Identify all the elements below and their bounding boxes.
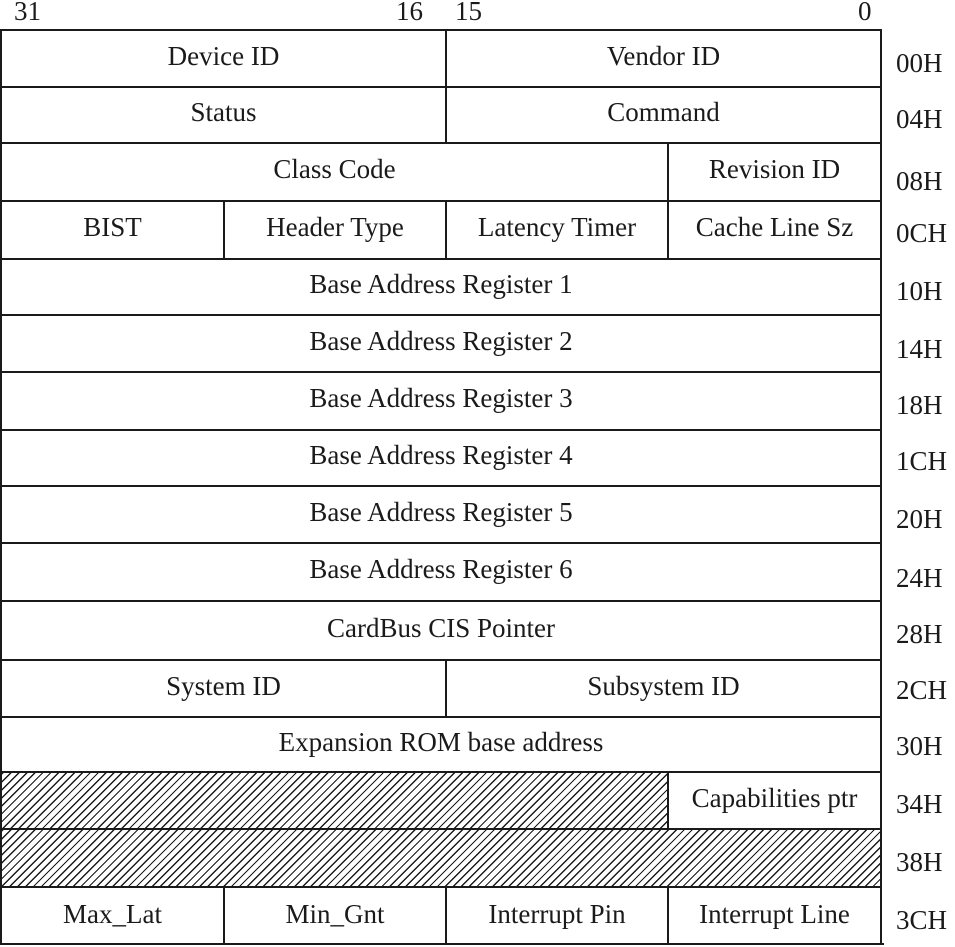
register-field-label: Max_Lat: [63, 898, 162, 929]
register-offset-label: 0CH: [896, 218, 948, 248]
register-row: [0, 142, 882, 200]
register-field: [447, 88, 880, 142]
register-row: [0, 600, 882, 659]
register-field: [2, 144, 669, 200]
register-row: [0, 771, 882, 828]
register-offset-label: 14H: [896, 334, 943, 364]
register-row: [0, 542, 882, 600]
register-field-label: Status: [190, 97, 257, 127]
register-field: [2, 544, 880, 600]
register-offset-label: 38H: [896, 847, 943, 877]
register-field-label: CardBus CIS Pointer: [326, 612, 555, 643]
register-field-label: Device ID: [167, 40, 280, 71]
register-field: [2, 888, 225, 945]
bit-0-label: 0: [858, 0, 872, 26]
register-offset-label: 08H: [896, 166, 943, 196]
register-field-label: Interrupt Line: [699, 898, 850, 929]
register-field-label: Base Address Register 4: [309, 440, 573, 470]
register-field: [2, 602, 880, 659]
register-row: [0, 371, 882, 429]
register-row: [0, 29, 882, 86]
register-field: [2, 431, 880, 485]
register-field-label: Min_Gnt: [285, 898, 385, 929]
register-field-label: Base Address Register 6: [309, 554, 573, 584]
register-field-label: Revision ID: [708, 154, 841, 184]
register-field: [447, 202, 669, 258]
register-field: [2, 718, 880, 771]
register-field: [669, 144, 880, 200]
register-field: [2, 202, 225, 258]
register-field: [447, 661, 880, 716]
register-row: [0, 659, 882, 716]
register-field-label: Capabilities ptr: [691, 782, 858, 813]
register-row: [0, 886, 882, 945]
register-field-label: Expansion ROM base address: [278, 726, 604, 757]
register-field: [669, 202, 880, 258]
register-field: [2, 487, 880, 542]
register-field-label: Class Code: [273, 154, 396, 184]
register-field: [447, 31, 880, 86]
register-row: [0, 258, 882, 314]
bit-15-label: 15: [455, 0, 482, 26]
register-row: [0, 314, 882, 371]
register-field: [225, 202, 447, 258]
register-row: [0, 200, 882, 258]
register-row: [0, 485, 882, 542]
register-offset-label: 2CH: [896, 675, 948, 705]
register-offset-label: 34H: [896, 789, 943, 819]
register-field: [2, 661, 447, 716]
register-field: [669, 888, 880, 945]
register-field-label: Subsystem ID: [587, 670, 740, 701]
register-field: [447, 888, 669, 945]
register-offset-label: 20H: [896, 504, 943, 534]
register-row: [0, 86, 882, 142]
register-field: [2, 88, 447, 142]
reserved-field: [2, 773, 669, 828]
register-field: [669, 773, 880, 828]
reserved-field: [2, 830, 880, 886]
register-field-label: Base Address Register 1: [309, 269, 573, 299]
register-field: [2, 260, 880, 314]
register-field-label: System ID: [166, 670, 281, 701]
register-field-label: Header Type: [266, 212, 404, 242]
register-offset-label: 00H: [896, 48, 943, 78]
register-offset-label: 28H: [896, 619, 943, 649]
bit-31-label: 31: [14, 0, 41, 26]
register-field-label: Command: [607, 97, 720, 127]
register-field-label: Base Address Register 2: [309, 325, 573, 356]
register-row: [0, 716, 882, 771]
register-offset-label: 24H: [896, 563, 943, 593]
register-row: [0, 429, 882, 485]
register-field-label: BIST: [83, 212, 142, 242]
register-field-label: Cache Line Sz: [695, 212, 854, 242]
register-field-label: Base Address Register 3: [309, 383, 573, 413]
register-offset-label: 1CH: [896, 446, 948, 476]
register-field: [2, 31, 447, 86]
register-row: [0, 828, 882, 886]
table-bottom-border: [0, 943, 884, 945]
register-offset-label: 3CH: [896, 905, 948, 935]
register-offset-label: 10H: [896, 276, 943, 306]
register-offset-label: 04H: [896, 104, 943, 134]
register-offset-label: 18H: [896, 390, 943, 420]
register-field: [2, 373, 880, 429]
register-field-label: Interrupt Pin: [488, 898, 626, 929]
register-field-label: Base Address Register 5: [309, 496, 573, 527]
register-field: [2, 316, 880, 371]
register-field-label: Vendor ID: [606, 40, 721, 71]
bit-16-label: 16: [396, 0, 423, 26]
register-field-label: Latency Timer: [477, 212, 637, 242]
register-field: [225, 888, 447, 945]
register-offset-label: 30H: [896, 731, 943, 761]
